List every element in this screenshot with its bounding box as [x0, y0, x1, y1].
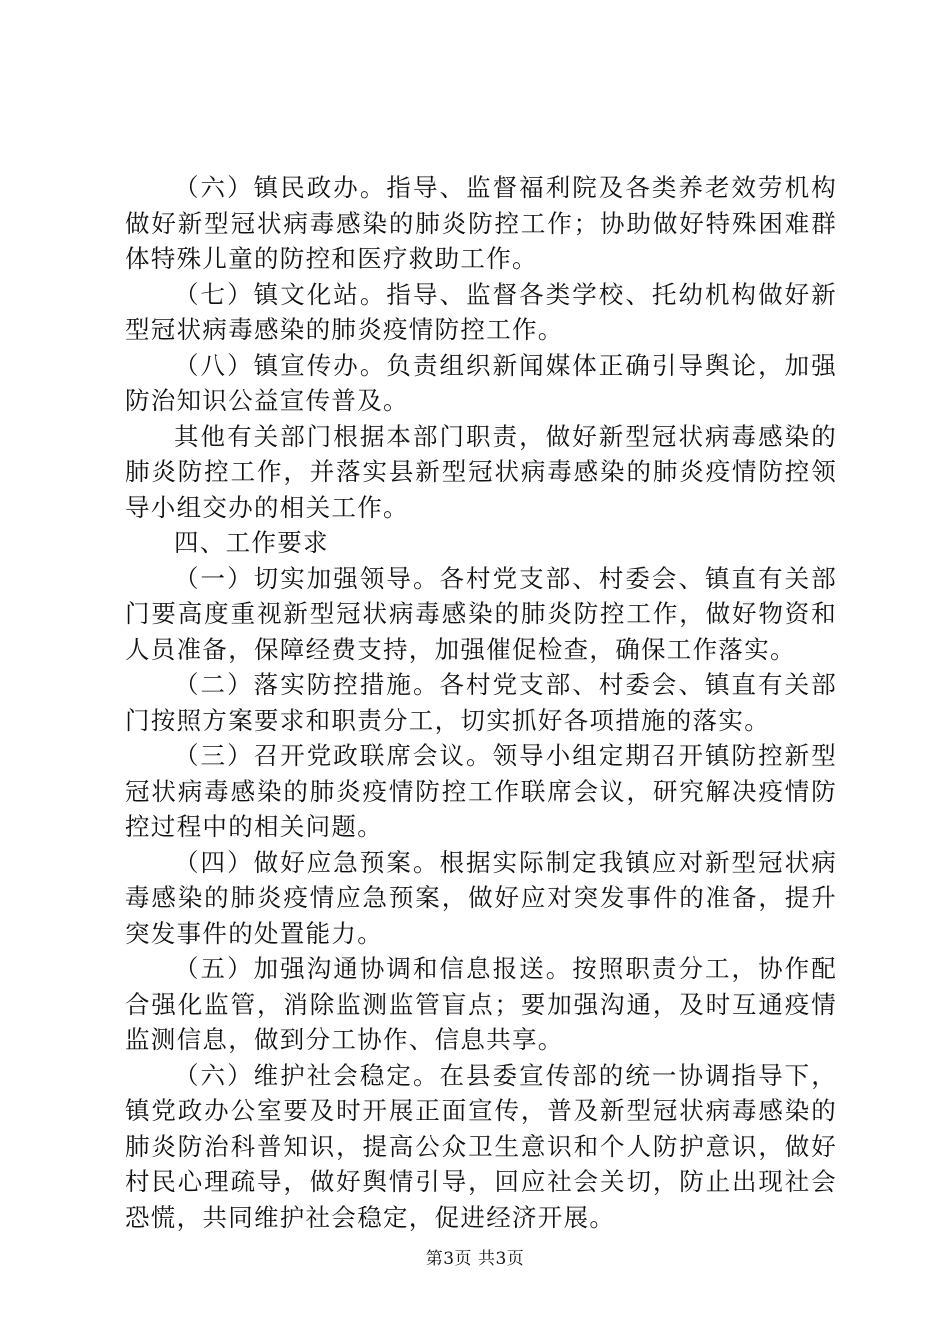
paragraph-implement-measures: （二）落实防控措施。各村党支部、村委会、镇直有关部门按照方案要求和职责分工，切实抓好各项措施的落实。	[125, 670, 837, 735]
paragraph-civil-affairs-office: （六）镇民政办。指导、监督福利院及各类养老效劳机构做好新型冠状病毒感染的肺炎防控工作；协助做好特殊困难群体特殊儿童的防控和医疗救助工作。	[125, 173, 837, 273]
paragraph-emergency-plan: （四）做好应急预案。根据实际制定我镇应对新型冠状病毒感染的肺炎疫情应急预案，做好应对突发事件的准备，提升突发事件的处置能力。	[125, 847, 837, 948]
paragraph-joint-meeting: （三）召开党政联席会议。领导小组定期召开镇防控新型冠状病毒感染的肺炎疫情防控工作联席会议，研究解决疫情防控过程中的相关问题。	[125, 741, 837, 841]
document-body	[125, 170, 837, 1235]
page-number-footer: 第3页 共3页	[425, 1249, 525, 1269]
section-heading-work-requirements: 四、工作要求	[174, 528, 329, 557]
paragraph-other-departments: 其他有关部门根据本部门职责，做好新型冠状病毒感染的肺炎防控工作，并落实县新型冠状病毒感染的肺炎疫情防控领导小组交办的相关工作。	[125, 421, 837, 522]
paragraph-publicity-office: （八）镇宣传办。负责组织新闻媒体正确引导舆论，加强防治知识公益宣传普及。	[125, 350, 837, 415]
paragraph-strengthen-leadership: （一）切实加强领导。各村党支部、村委会、镇直有关部门要高度重视新型冠状病毒感染的肺炎防控工作，做好物资和人员准备，保障经费支持，加强催促检查，确保工作落实。	[125, 563, 837, 664]
paragraph-communication-reporting: （五）加强沟通协调和信息报送。按照职责分工，协作配合强化监管，消除监测监管盲点；要加强沟通，及时互通疫情监测信息，做到分工协作、信息共享。	[125, 954, 837, 1054]
paragraph-social-stability: （六）维护社会稳定。在县委宣传部的统一协调指导下，镇党政办公室要及时开展正面宣传，普及新型冠状病毒感染的肺炎防治科普知识，提高公众卫生意识和个人防护意识，做好村民心理疏导，做好舆情引导，回应社会关切，防止出现社会恐慌，共同维护社会稳定，促进经济开展。	[125, 1060, 837, 1232]
paragraph-culture-station: （七）镇文化站。指导、监督各类学校、托幼机构做好新型冠状病毒感染的肺炎疫情防控工作。	[125, 279, 837, 344]
